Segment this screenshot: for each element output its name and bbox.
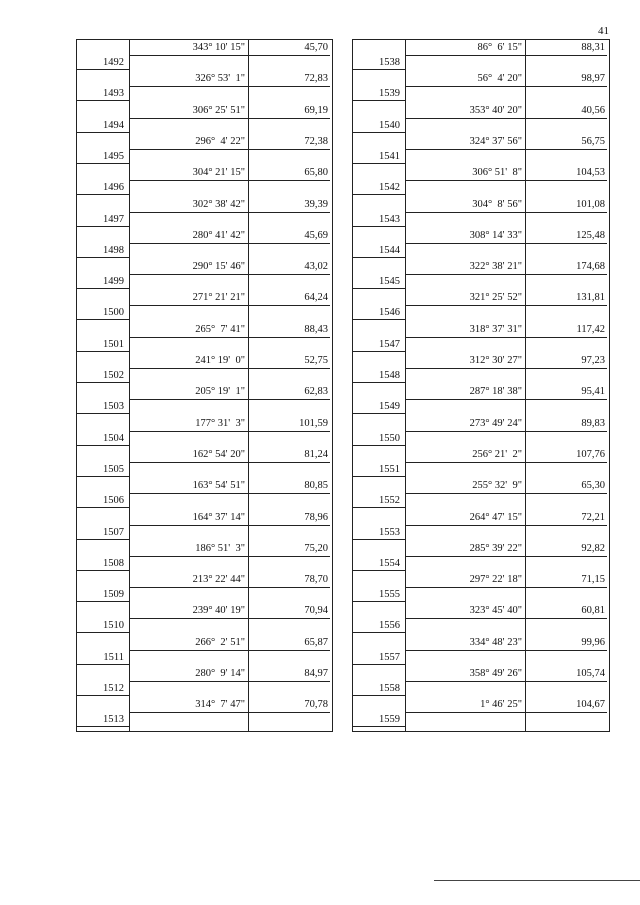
- direction-angle: 273° 49' 24": [469, 417, 522, 429]
- point-underline: [353, 226, 405, 227]
- point-number: 1510: [103, 620, 124, 632]
- segment-length: 45,70: [304, 42, 328, 53]
- direction-angle: 285° 39' 22": [469, 542, 522, 554]
- point-underline: [353, 695, 405, 696]
- point-number: 1553: [379, 526, 400, 538]
- segment-length: 70,78: [304, 699, 328, 711]
- direction-angle: 353° 40' 20": [469, 104, 522, 116]
- point-underline: [353, 288, 405, 289]
- segment-underline: [129, 525, 330, 526]
- direction-angle: 323° 45' 40": [469, 605, 522, 617]
- segment-underline: [129, 368, 330, 369]
- point-number: 1513: [103, 714, 124, 726]
- point-number: 1542: [379, 182, 400, 194]
- segment-length: 95,41: [581, 386, 605, 398]
- segment-underline: [129, 149, 330, 150]
- segment-underline: [129, 337, 330, 338]
- segment-length: 104,67: [576, 699, 605, 711]
- point-number: 1557: [379, 651, 400, 663]
- point-number: 1538: [379, 57, 400, 68]
- point-underline: [353, 570, 405, 571]
- point-number: 1493: [103, 88, 124, 100]
- point-number: 1500: [103, 307, 124, 319]
- segment-length: 72,83: [304, 73, 328, 85]
- direction-angle: 264° 47' 15": [469, 511, 522, 523]
- segment-underline: [405, 650, 607, 651]
- point-number: 1547: [379, 338, 400, 350]
- segment-underline: [405, 712, 607, 713]
- point-number: 1501: [103, 338, 124, 350]
- point-underline: [353, 445, 405, 446]
- segment-underline: [129, 618, 330, 619]
- point-number: 1543: [379, 213, 400, 225]
- segment-length: 99,96: [581, 636, 605, 648]
- segment-length: 65,30: [581, 480, 605, 492]
- segment-underline: [405, 118, 607, 119]
- direction-angle: 358° 49' 26": [469, 668, 522, 679]
- segment-underline: [405, 462, 607, 463]
- direction-angle: 239° 40' 19": [192, 605, 245, 617]
- point-underline: [77, 539, 129, 540]
- point-number: 1502: [103, 370, 124, 381]
- direction-angle: 280° 41' 42": [192, 229, 245, 241]
- direction-angle: 290° 15' 46": [192, 261, 245, 273]
- segment-length: 72,38: [304, 135, 328, 147]
- point-underline: [77, 319, 129, 320]
- point-number: 1558: [379, 683, 400, 694]
- segment-length: 84,97: [304, 668, 328, 679]
- point-underline: [353, 507, 405, 508]
- segment-underline: [129, 587, 330, 588]
- point-number: 1554: [379, 557, 400, 569]
- direction-angle: 343° 10' 15": [192, 42, 245, 53]
- segment-length: 107,76: [576, 448, 605, 460]
- point-number: 1498: [103, 244, 124, 256]
- direction-angle: 308° 14' 33": [469, 229, 522, 241]
- direction-angle: 324° 37' 56": [469, 135, 522, 147]
- segment-underline: [129, 212, 330, 213]
- point-number: 1508: [103, 557, 124, 569]
- segment-length: 60,81: [581, 605, 605, 617]
- segment-length: 174,68: [576, 261, 605, 273]
- segment-length: 131,81: [576, 292, 605, 304]
- point-underline: [77, 413, 129, 414]
- segment-underline: [129, 399, 330, 400]
- segment-length: 101,59: [299, 417, 328, 429]
- point-underline: [353, 100, 405, 101]
- direction-angle: 164° 37' 14": [192, 511, 245, 523]
- point-number: 1541: [379, 150, 400, 162]
- segment-length: 125,48: [576, 229, 605, 241]
- segment-underline: [405, 525, 607, 526]
- point-underline: [77, 570, 129, 571]
- direction-angle: 205° 19' 1": [195, 386, 245, 398]
- point-underline: [77, 695, 129, 696]
- point-number: 1550: [379, 432, 400, 444]
- direction-angle: 162° 54' 20": [192, 448, 245, 460]
- point-underline: [77, 632, 129, 633]
- direction-angle: 271° 21' 21": [192, 292, 245, 304]
- point-number: 1540: [379, 119, 400, 131]
- direction-angle: 177° 31' 3": [195, 417, 245, 429]
- segment-underline: [405, 243, 607, 244]
- direction-angle: 256° 21' 2": [472, 448, 522, 460]
- direction-angle: 318° 37' 31": [469, 323, 522, 335]
- point-number: 1504: [103, 432, 124, 444]
- segment-length: 75,20: [304, 542, 328, 554]
- direction-angle: 86° 6' 15": [477, 42, 522, 53]
- segment-length: 52,75: [304, 355, 328, 366]
- segment-length: 81,24: [304, 448, 328, 460]
- direction-angle: 297° 22' 18": [469, 574, 522, 586]
- point-underline: [353, 476, 405, 477]
- direction-angle: 312° 30' 27": [469, 355, 522, 366]
- segment-underline: [405, 431, 607, 432]
- segment-length: 45,69: [304, 229, 328, 241]
- segment-length: 69,19: [304, 104, 328, 116]
- point-number: 1551: [379, 463, 400, 475]
- segment-underline: [405, 149, 607, 150]
- segment-length: 88,43: [304, 323, 328, 335]
- segment-underline: [405, 305, 607, 306]
- point-underline: [77, 69, 129, 70]
- segment-underline: [405, 556, 607, 557]
- segment-length: 71,15: [581, 574, 605, 586]
- segment-length: 40,56: [581, 104, 605, 116]
- segment-underline: [129, 55, 330, 56]
- point-number: 1559: [379, 714, 400, 726]
- segment-underline: [129, 493, 330, 494]
- segment-underline: [129, 86, 330, 87]
- segment-length: 105,74: [576, 668, 605, 679]
- point-number: 1546: [379, 307, 400, 319]
- direction-angle: 296° 4' 22": [195, 135, 245, 147]
- point-number: 1552: [379, 495, 400, 507]
- direction-angle: 334° 48' 23": [469, 636, 522, 648]
- point-underline: [353, 382, 405, 383]
- segment-underline: [129, 712, 330, 713]
- direction-angle: 321° 25' 52": [469, 292, 522, 304]
- segment-length: 88,31: [581, 42, 605, 53]
- point-underline: [353, 413, 405, 414]
- segment-length: 101,08: [576, 198, 605, 210]
- point-underline: [353, 163, 405, 164]
- segment-underline: [129, 431, 330, 432]
- segment-underline: [129, 681, 330, 682]
- point-number: 1495: [103, 150, 124, 162]
- point-underline: [77, 445, 129, 446]
- segment-length: 117,42: [576, 323, 605, 335]
- coordinate-table-right: [352, 39, 610, 732]
- point-number: 1506: [103, 495, 124, 507]
- segment-length: 70,94: [304, 605, 328, 617]
- point-underline: [77, 382, 129, 383]
- point-number: 1505: [103, 463, 124, 475]
- point-number: 1548: [379, 370, 400, 381]
- segment-underline: [405, 368, 607, 369]
- point-number: 1555: [379, 589, 400, 601]
- point-number: 1556: [379, 620, 400, 632]
- point-underline: [77, 351, 129, 352]
- point-number: 1539: [379, 88, 400, 100]
- footer-rule: [434, 880, 640, 881]
- segment-length: 78,70: [304, 574, 328, 586]
- direction-angle: 1° 46' 25": [480, 699, 522, 711]
- point-number: 1496: [103, 182, 124, 194]
- point-number: 1511: [103, 651, 124, 663]
- point-underline: [353, 539, 405, 540]
- point-underline: [353, 351, 405, 352]
- direction-angle: 304° 21' 15": [192, 167, 245, 179]
- point-underline: [77, 476, 129, 477]
- point-number: 1499: [103, 276, 124, 288]
- direction-angle: 255° 32' 9": [472, 480, 522, 492]
- segment-length: 104,53: [576, 167, 605, 179]
- point-number: 1503: [103, 401, 124, 413]
- segment-underline: [405, 681, 607, 682]
- segment-length: 92,82: [581, 542, 605, 554]
- point-underline: [353, 132, 405, 133]
- point-number: 1497: [103, 213, 124, 225]
- point-underline: [77, 507, 129, 508]
- direction-angle: 280° 9' 14": [195, 668, 245, 679]
- segment-length: 65,80: [304, 167, 328, 179]
- segment-length: 43,02: [304, 261, 328, 273]
- point-underline: [77, 664, 129, 665]
- segment-underline: [129, 462, 330, 463]
- segment-length: 80,85: [304, 480, 328, 492]
- segment-underline: [129, 180, 330, 181]
- point-number: 1512: [103, 683, 124, 694]
- segment-underline: [129, 274, 330, 275]
- segment-length: 78,96: [304, 511, 328, 523]
- direction-angle: 302° 38' 42": [192, 198, 245, 210]
- segment-length: 62,83: [304, 386, 328, 398]
- point-underline: [353, 664, 405, 665]
- segment-underline: [129, 243, 330, 244]
- direction-angle: 163° 54' 51": [192, 480, 245, 492]
- direction-angle: 287° 18' 38": [469, 386, 522, 398]
- point-number: 1494: [103, 119, 124, 131]
- point-underline: [353, 257, 405, 258]
- direction-angle: 322° 38' 21": [469, 261, 522, 273]
- point-underline: [77, 288, 129, 289]
- direction-angle: 265° 7' 41": [195, 323, 245, 335]
- segment-underline: [405, 493, 607, 494]
- point-number: 1544: [379, 244, 400, 256]
- direction-angle: 56° 4' 20": [477, 73, 522, 85]
- segment-underline: [405, 274, 607, 275]
- direction-angle: 266° 2' 51": [195, 636, 245, 648]
- direction-angle: 306° 51' 8": [472, 167, 522, 179]
- direction-angle: 241° 19' 0": [195, 355, 245, 366]
- point-number: 1545: [379, 276, 400, 288]
- direction-angle: 314° 7' 47": [195, 699, 245, 711]
- segment-underline: [129, 556, 330, 557]
- direction-angle: 306° 25' 51": [192, 104, 245, 116]
- segment-underline: [405, 212, 607, 213]
- segment-underline: [405, 337, 607, 338]
- segment-length: 64,24: [304, 292, 328, 304]
- segment-length: 72,21: [581, 511, 605, 523]
- segment-length: 89,83: [581, 417, 605, 429]
- segment-length: 98,97: [581, 73, 605, 85]
- point-number: 1549: [379, 401, 400, 413]
- point-underline: [353, 632, 405, 633]
- segment-underline: [405, 180, 607, 181]
- point-underline: [353, 726, 405, 727]
- segment-underline: [405, 399, 607, 400]
- segment-underline: [405, 587, 607, 588]
- point-underline: [77, 132, 129, 133]
- segment-length: 39,39: [304, 198, 328, 210]
- direction-angle: 304° 8' 56": [472, 198, 522, 210]
- point-underline: [353, 319, 405, 320]
- point-underline: [77, 163, 129, 164]
- direction-angle: 326° 53' 1": [195, 73, 245, 85]
- point-underline: [77, 194, 129, 195]
- point-number: 1492: [103, 57, 124, 68]
- segment-length: 97,23: [581, 355, 605, 366]
- point-underline: [77, 257, 129, 258]
- segment-underline: [405, 86, 607, 87]
- segment-underline: [129, 118, 330, 119]
- segment-length: 65,87: [304, 636, 328, 648]
- point-underline: [353, 69, 405, 70]
- segment-underline: [129, 305, 330, 306]
- point-underline: [353, 601, 405, 602]
- point-underline: [77, 226, 129, 227]
- point-underline: [77, 100, 129, 101]
- segment-length: 56,75: [581, 135, 605, 147]
- direction-angle: 186° 51' 3": [195, 542, 245, 554]
- page-number: 41: [598, 25, 609, 37]
- point-underline: [77, 601, 129, 602]
- coordinate-table-left: [76, 39, 333, 732]
- point-underline: [353, 194, 405, 195]
- segment-underline: [405, 618, 607, 619]
- point-underline: [77, 726, 129, 727]
- point-number: 1507: [103, 526, 124, 538]
- point-number: 1509: [103, 589, 124, 601]
- segment-underline: [405, 55, 607, 56]
- segment-underline: [129, 650, 330, 651]
- direction-angle: 213° 22' 44": [192, 574, 245, 586]
